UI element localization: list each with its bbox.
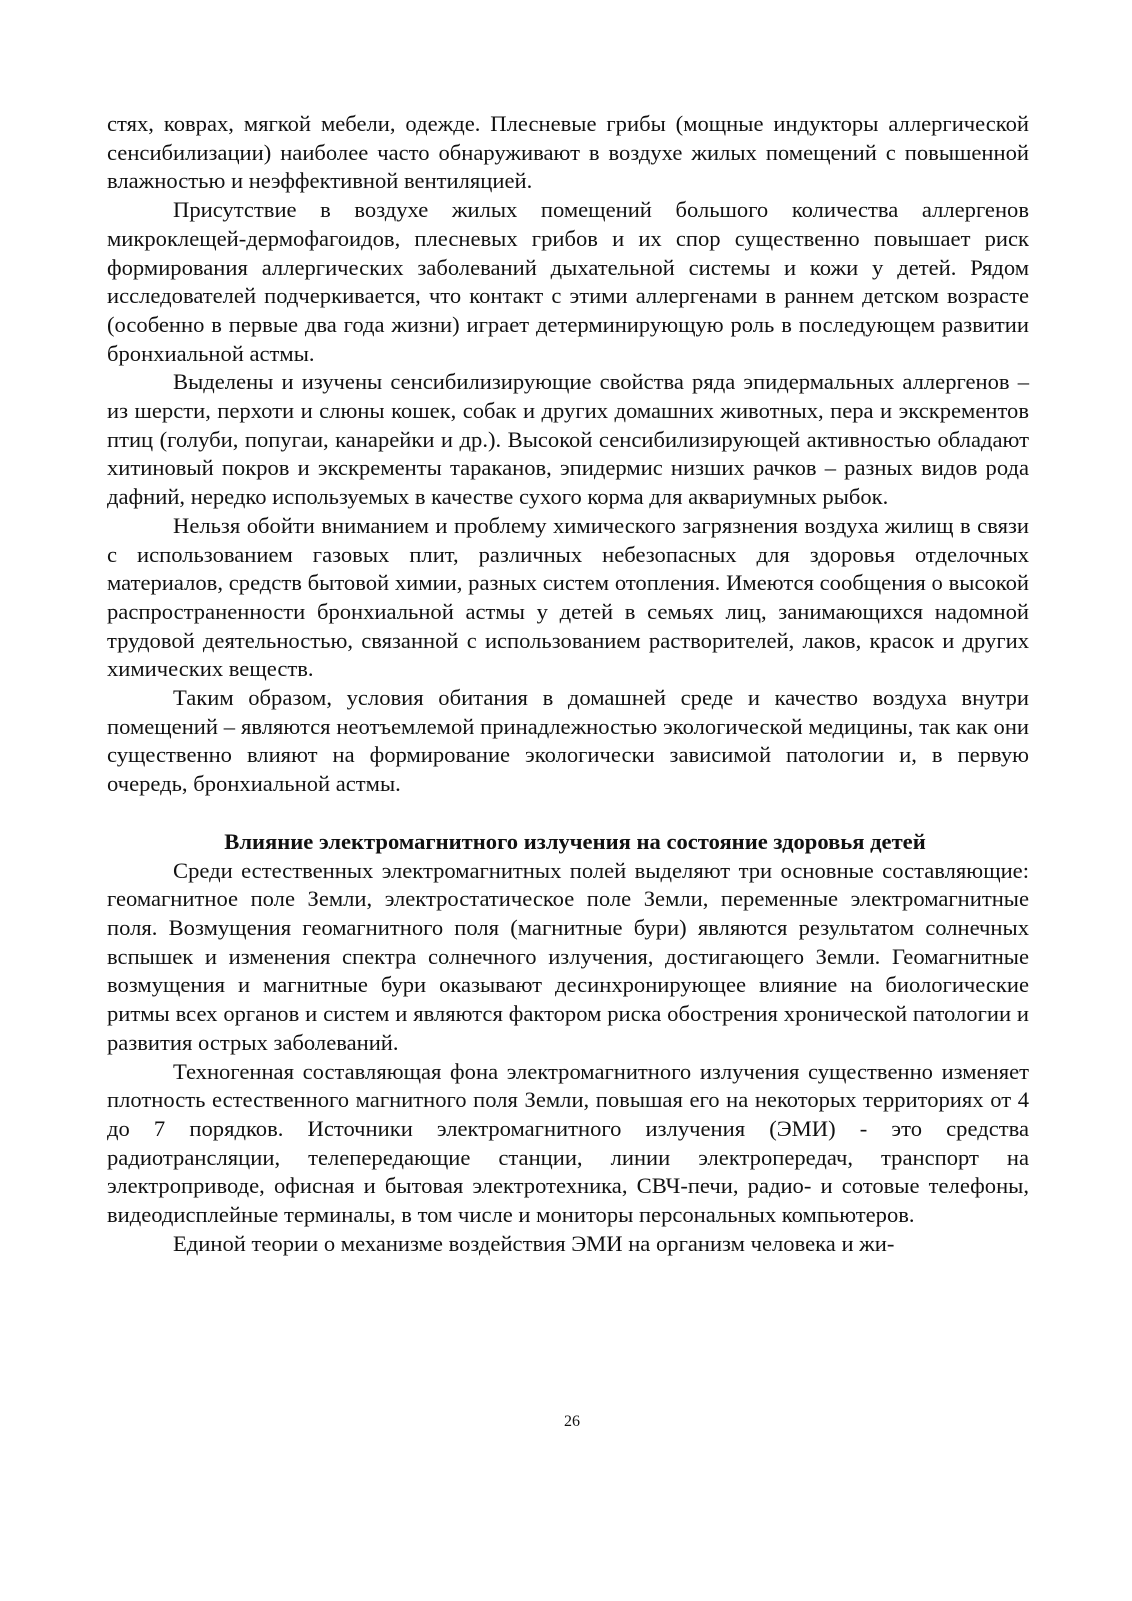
document-page xyxy=(107,110,1029,1258)
paragraph-conclusion: Таким образом, условия обитания в домашней среде и качество воздуха внутри помещений – являются неотъемлемой принадлежностью экологической медицины, так как они существенно влияют на формирование экологически зависимой патологии и, в первую очередь, бронхиальной астмы. xyxy=(107,685,1029,797)
paragraph-chemical-pollution: Нельзя обойти вниманием и проблему химического загрязнения воздуха жилищ в связи с использованием газовых плит, различных небезопасных для здоровья отделочных материалов, средств бытовой химии, разных систем отопления. Имеются сообщения о высокой распространенности бронхиальной астмы у детей в семьях лиц, занимающихся надомной трудовой деятельностью, связанной с использованием растворителей, лаков, красок и других химических веществ. xyxy=(107,512,1029,682)
paragraph-epidermal-allergens: Выделены и изучены сенсибилизирующие свойства ряда эпидермальных аллергенов – из шерсти, перхоти и слюны кошек, собак и других домашних животных, пера и экскрементов птиц (голуби, попугаи, канарейки и др.). Высокой сенсибилизирующей активностью обладают хитиновый покров и экскременты тараканов, эпидермис низших рачков – разных видов рода дафний, нередко используемых в качестве сухого корма для аквариумных рыбок. xyxy=(107,369,1029,510)
section-heading: Влияние электромагнитного излучения на состояние здоровья детей xyxy=(224,828,926,854)
paragraph-natural-fields: Среди естественных электромагнитных полей выделяют три основные составляющие: геомагнитное поле Земли, электростатическое поле Земли, переменные электромагнитные поля. Возмущения геомагнитного поля (магнитные бури) являются результатом солнечных вспышек и изменения спектра солнечного излучения, достигающего Земли. Геомагнитные возмущения и магнитные бури оказывают десинхронирующее влияние на биологические ритмы всех органов и систем и являются фактором риска обострения хронической патологии и развития острых заболеваний. xyxy=(107,857,1029,1055)
page-number: 26 xyxy=(564,1413,580,1430)
paragraph-emi-theory: Единой теории о механизме воздействия ЭМИ на организм человека и жи- xyxy=(173,1230,895,1256)
paragraph-technogenic-emi: Техногенная составляющая фона электромагнитного излучения существенно изменяет плотность естественного магнитного поля Земли, повышая его на некоторых территориях от 4 до 7 порядков. Источники электромагнитного излучения (ЭМИ) - это средства радиотрансляции, телепередающие станции, линии электропередач, транспорт на электроприводе, офисная и бытовая электротехника, СВЧ-печи, радио- и сотовые телефоны, видеодисплейные терминалы, в том числе и мониторы персональных компьютеров. xyxy=(107,1058,1029,1228)
paragraph-continuation: стях, коврах, мягкой мебели, одежде. Плесневые грибы (мощные индукторы аллергической сенсибилизации) наиболее часто обнаруживают в воздухе жилых помещений с повышенной влажностью и неэффективной вентиляцией. xyxy=(107,111,1029,194)
paragraph-allergens-risk: Присутствие в воздухе жилых помещений большого количества аллергенов микроклещей-дермофагоидов, плесневых грибов и их спор существенно повышает риск формирования аллергических заболеваний дыхательной системы и кожи у детей. Рядом исследователей подчеркивается, что контакт с этими аллергенами в раннем детском возрасте (особенно в первые два года жизни) играет детерминирующую роль в последующем развитии бронхиальной астмы. xyxy=(107,197,1029,366)
